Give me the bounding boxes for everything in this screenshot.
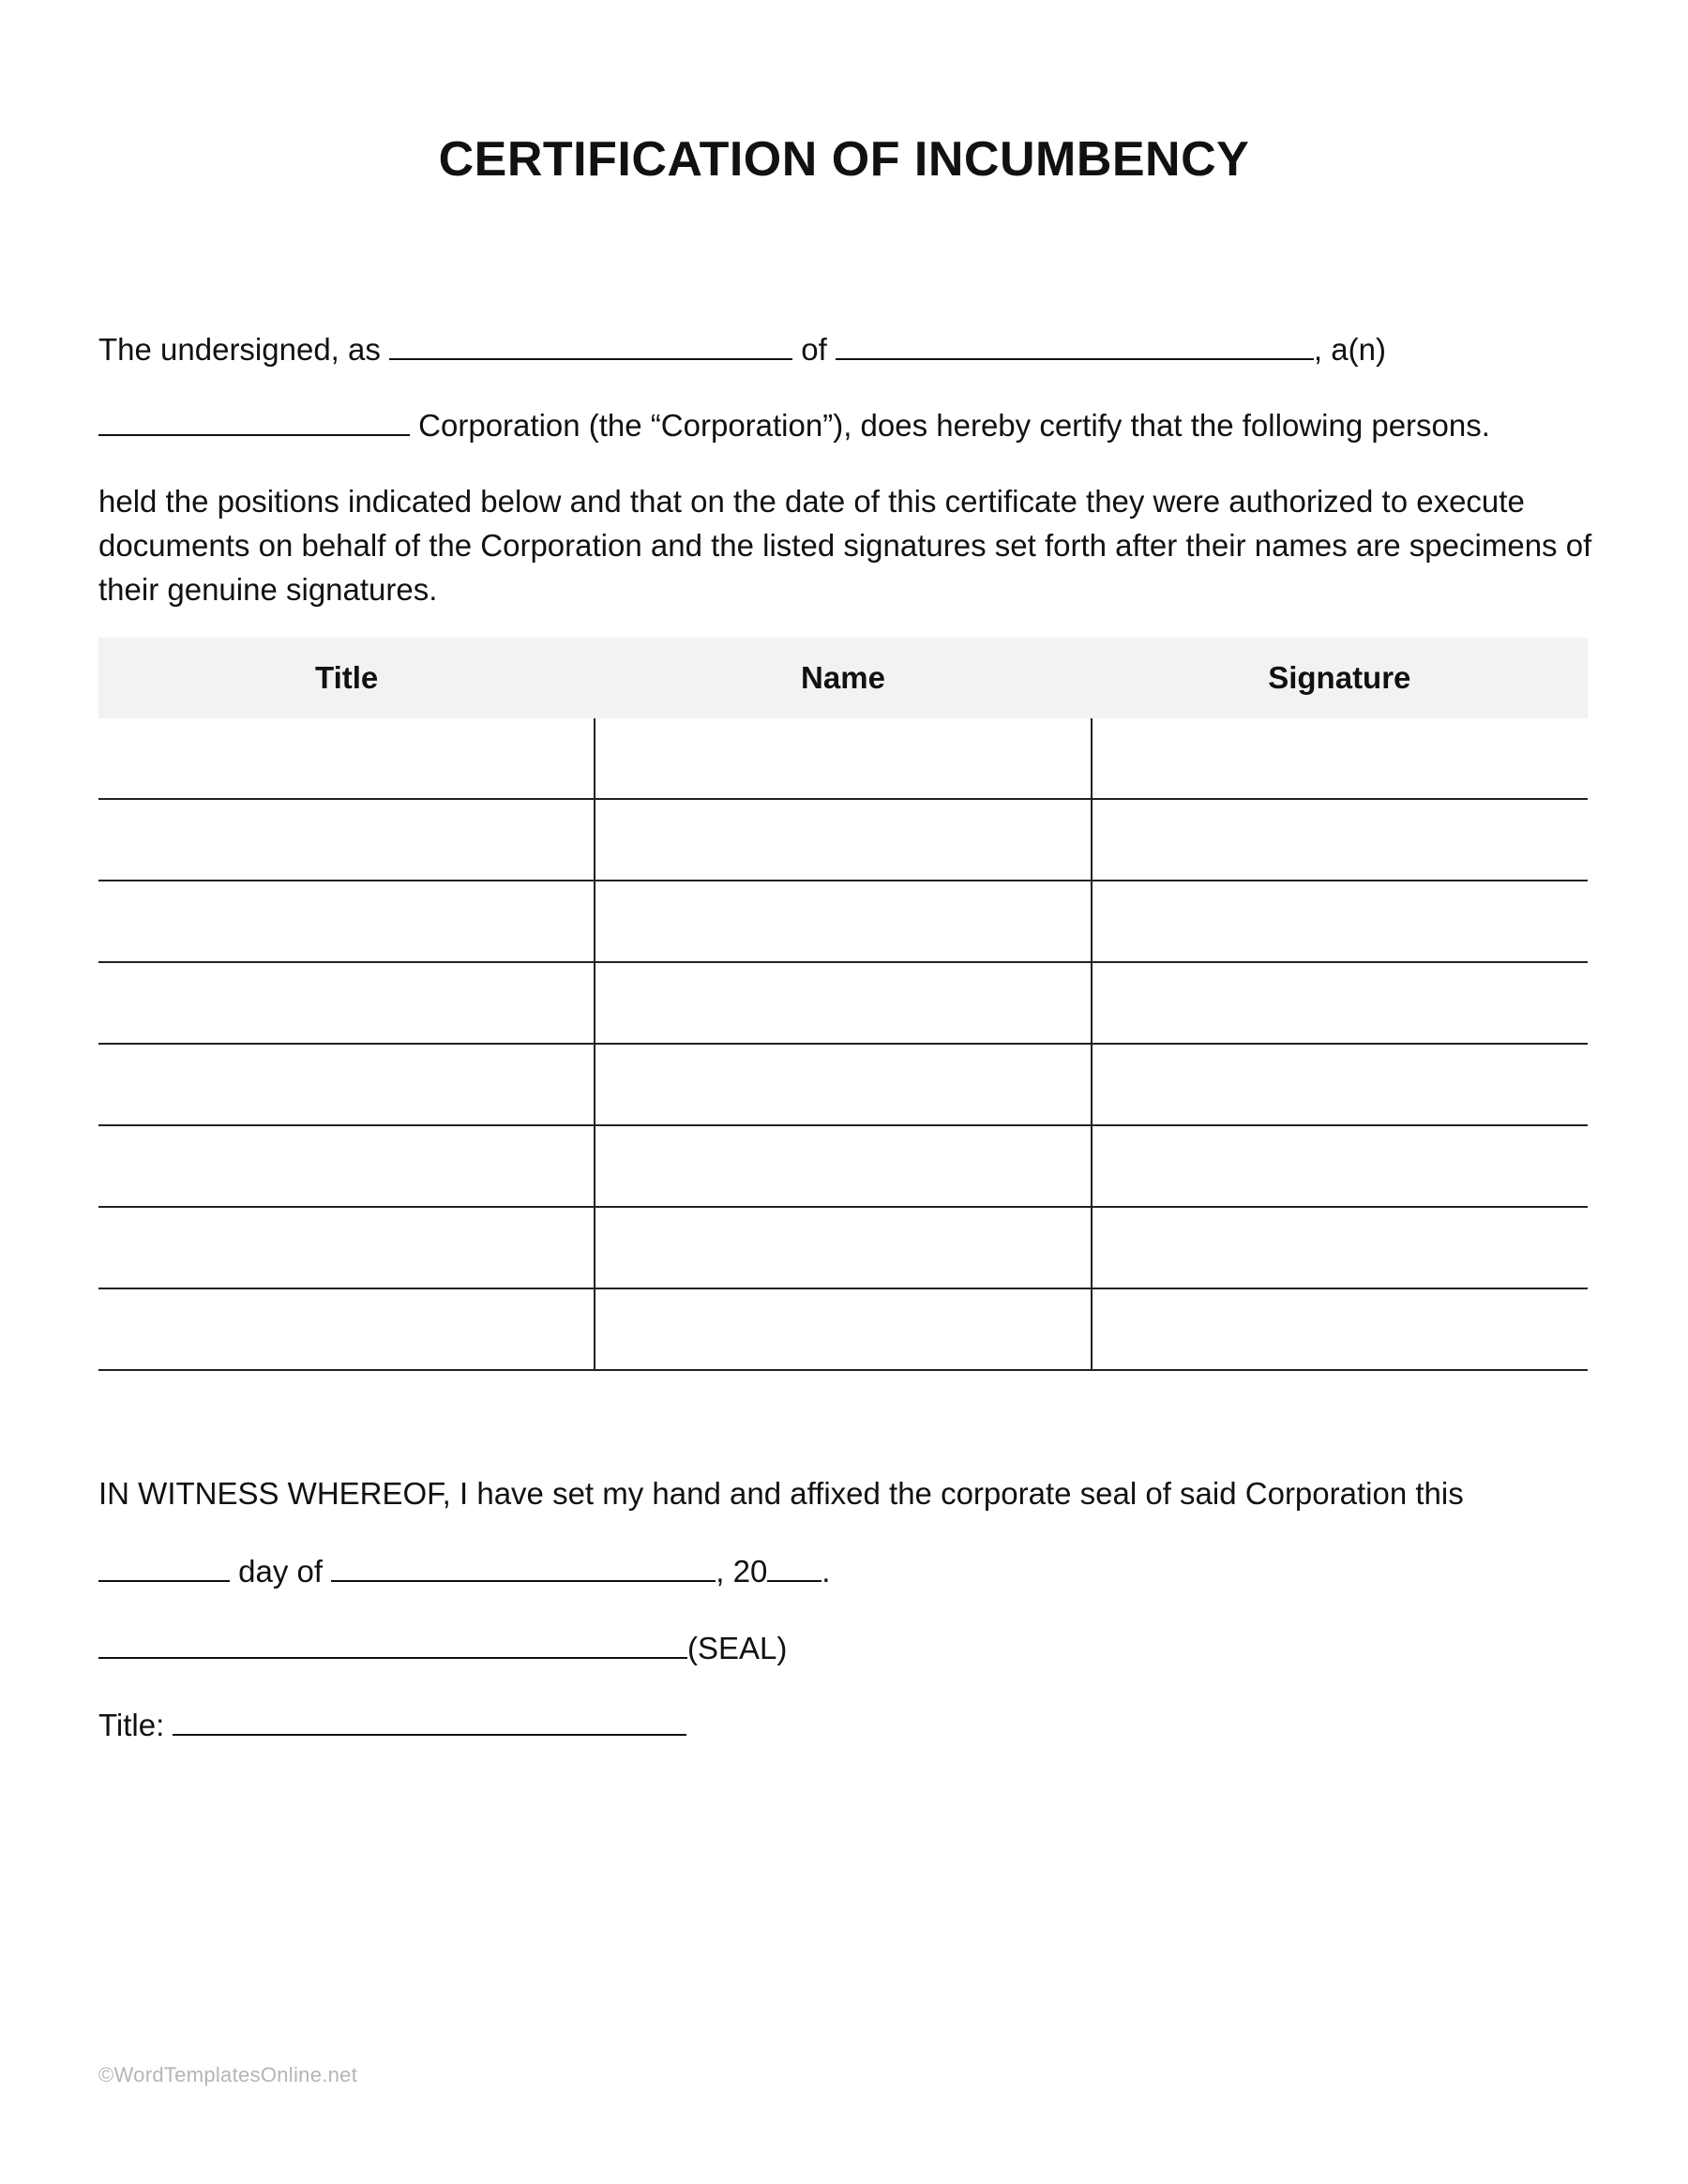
year-prefix-label: , 20 (716, 1554, 768, 1589)
title-cell[interactable] (98, 881, 595, 962)
title-label: Title: (98, 1708, 165, 1742)
title-cell[interactable] (98, 1125, 595, 1207)
name-cell[interactable] (595, 1207, 1091, 1288)
table-row (98, 1288, 1588, 1370)
signature-cell[interactable] (1092, 718, 1588, 799)
table-row (98, 718, 1588, 799)
year-blank-field[interactable] (767, 1552, 821, 1582)
signature-cell[interactable] (1092, 1207, 1588, 1288)
header-signature: Signature (1092, 638, 1588, 718)
name-cell[interactable] (595, 1044, 1091, 1125)
position-blank-field[interactable] (389, 330, 792, 360)
table-header-row (98, 638, 1588, 718)
signature-cell[interactable] (1092, 799, 1588, 881)
name-cell[interactable] (595, 799, 1091, 881)
table-row (98, 1207, 1588, 1288)
seal-label: (SEAL) (687, 1631, 788, 1665)
name-cell[interactable] (595, 962, 1091, 1044)
title-cell[interactable] (98, 799, 595, 881)
signature-cell[interactable] (1092, 1288, 1588, 1370)
month-blank-field[interactable] (331, 1552, 716, 1582)
title-cell[interactable] (98, 718, 595, 799)
state-blank-field[interactable] (98, 406, 410, 436)
table-row (98, 1125, 1588, 1207)
signature-cell[interactable] (1092, 1044, 1588, 1125)
corporation-certify-text: Corporation (the “Corporation”), does hereby certify that the following persons. (418, 408, 1490, 443)
of-label: of (801, 332, 827, 367)
name-cell[interactable] (595, 1125, 1091, 1207)
table-row (98, 1044, 1588, 1125)
date-period: . (821, 1554, 831, 1589)
title-cell[interactable] (98, 962, 595, 1044)
watermark-text: ©WordTemplatesOnline.net (98, 2063, 358, 2086)
seal-line (98, 1629, 787, 1667)
signer-title-blank-field[interactable] (173, 1706, 686, 1736)
date-line (98, 1552, 830, 1590)
corporation-name-blank-field[interactable] (836, 330, 1314, 360)
name-cell[interactable] (595, 718, 1091, 799)
authorization-paragraph: held the positions indicated below and that on the date of this certificate they were authorized to execute documents on behalf of the Corporation and the listed signatures set forth after their names are specimens of their genuine signatures. (98, 484, 1592, 607)
document-title: CERTIFICATION OF INCUMBENCY (438, 132, 1250, 187)
undersigned-prefix: The undersigned, as (98, 332, 381, 367)
title-cell[interactable] (98, 1207, 595, 1288)
header-name: Name (595, 638, 1091, 718)
undersigned-line (98, 330, 1386, 369)
a-n-label: , a(n) (1313, 332, 1386, 367)
corporation-state-line (98, 406, 1490, 444)
signature-cell[interactable] (1092, 1125, 1588, 1207)
incumbency-table (98, 638, 1588, 1371)
table-row (98, 881, 1588, 962)
day-of-label: day of (238, 1554, 324, 1589)
signature-cell[interactable] (1092, 881, 1588, 962)
witness-line: IN WITNESS WHEREOF, I have set my hand and affixed the corporate seal of said Corporation this (98, 1476, 1464, 1511)
name-cell[interactable] (595, 1288, 1091, 1370)
table-row (98, 799, 1588, 881)
table-row (98, 962, 1588, 1044)
header-title: Title (98, 638, 595, 718)
name-cell[interactable] (595, 881, 1091, 962)
signer-title-line (98, 1706, 686, 1744)
seal-signature-blank-field[interactable] (98, 1629, 687, 1659)
signature-cell[interactable] (1092, 962, 1588, 1044)
day-blank-field[interactable] (98, 1552, 230, 1582)
title-cell[interactable] (98, 1044, 595, 1125)
title-cell[interactable] (98, 1288, 595, 1370)
